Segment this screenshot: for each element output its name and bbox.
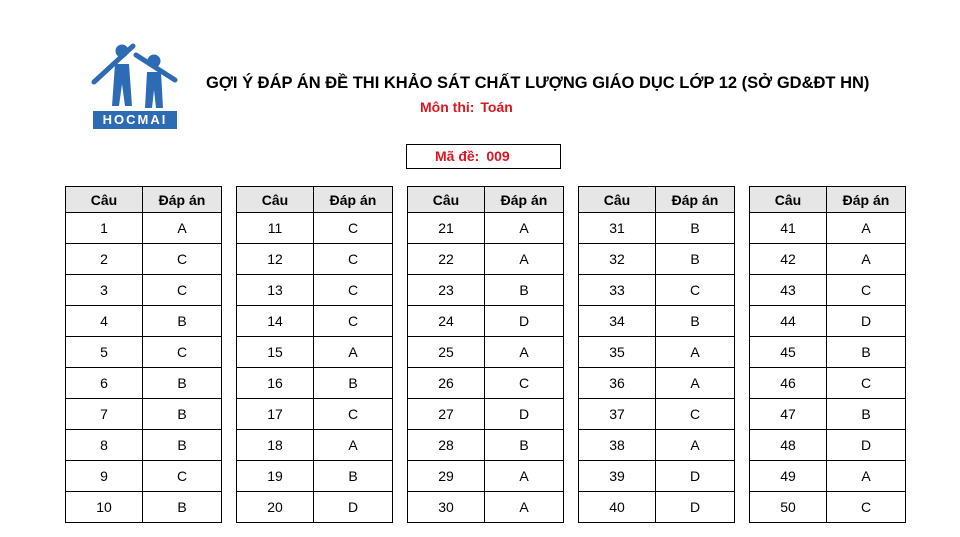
question-number: 21	[408, 213, 485, 244]
question-number: 5	[66, 337, 143, 368]
answer-table	[236, 186, 393, 523]
table-row	[66, 244, 222, 275]
answer-table	[65, 186, 222, 523]
answer-letter: D	[656, 492, 735, 523]
question-number: 9	[66, 461, 143, 492]
answer-letter: C	[314, 244, 393, 275]
question-number: 45	[750, 337, 827, 368]
table-row	[237, 275, 393, 306]
table-row	[237, 399, 393, 430]
answer-letter: A	[485, 244, 564, 275]
table-row	[579, 213, 735, 244]
table-header-row	[750, 187, 906, 213]
column-header-question: Câu	[408, 187, 485, 213]
question-number: 29	[408, 461, 485, 492]
column-header-answer: Đáp án	[143, 187, 222, 213]
table-row	[408, 492, 564, 523]
table-row	[237, 337, 393, 368]
question-number: 39	[579, 461, 656, 492]
column-header-answer: Đáp án	[485, 187, 564, 213]
answer-letter: D	[485, 399, 564, 430]
answer-table	[749, 186, 906, 523]
table-row	[237, 430, 393, 461]
table-row	[66, 399, 222, 430]
question-number: 14	[237, 306, 314, 337]
question-number: 28	[408, 430, 485, 461]
table-row	[579, 244, 735, 275]
table-row	[408, 399, 564, 430]
answer-letter: B	[485, 430, 564, 461]
answer-letter: A	[485, 492, 564, 523]
question-number: 23	[408, 275, 485, 306]
question-number: 13	[237, 275, 314, 306]
answer-letter: A	[827, 244, 906, 275]
question-number: 25	[408, 337, 485, 368]
question-number: 11	[237, 213, 314, 244]
question-number: 50	[750, 492, 827, 523]
table-header-row	[579, 187, 735, 213]
table-row	[750, 275, 906, 306]
table-row	[750, 306, 906, 337]
question-number: 41	[750, 213, 827, 244]
table-row	[750, 430, 906, 461]
question-number: 7	[66, 399, 143, 430]
column-header-answer: Đáp án	[314, 187, 393, 213]
subject-value: Toán	[480, 99, 513, 115]
table-row	[408, 430, 564, 461]
column-header-answer: Đáp án	[656, 187, 735, 213]
subject-line	[420, 99, 513, 115]
question-number: 1	[66, 213, 143, 244]
answer-letter: A	[485, 213, 564, 244]
table-row	[579, 337, 735, 368]
table-row	[750, 461, 906, 492]
answer-letter: C	[827, 368, 906, 399]
column-header-question: Câu	[66, 187, 143, 213]
question-number: 35	[579, 337, 656, 368]
exam-code-label: Mã đề:	[435, 148, 480, 164]
column-header-question: Câu	[750, 187, 827, 213]
question-number: 2	[66, 244, 143, 275]
question-number: 18	[237, 430, 314, 461]
table-row	[750, 492, 906, 523]
answer-letter: C	[143, 461, 222, 492]
table-row	[579, 492, 735, 523]
table-row	[66, 430, 222, 461]
table-row	[408, 368, 564, 399]
question-number: 19	[237, 461, 314, 492]
answer-letter: B	[143, 430, 222, 461]
question-number: 31	[579, 213, 656, 244]
hocmai-logo	[88, 42, 182, 130]
question-number: 40	[579, 492, 656, 523]
question-number: 12	[237, 244, 314, 275]
answer-letter: B	[656, 213, 735, 244]
question-number: 38	[579, 430, 656, 461]
answer-letter: B	[827, 399, 906, 430]
answer-letter: C	[314, 213, 393, 244]
answer-letter: D	[314, 492, 393, 523]
table-row	[66, 306, 222, 337]
question-number: 49	[750, 461, 827, 492]
answer-letter: B	[143, 399, 222, 430]
answer-letter: A	[827, 213, 906, 244]
question-number: 26	[408, 368, 485, 399]
exam-code-value: 009	[486, 148, 510, 164]
question-number: 4	[66, 306, 143, 337]
answer-letter: B	[314, 461, 393, 492]
question-number: 48	[750, 430, 827, 461]
question-number: 36	[579, 368, 656, 399]
table-row	[237, 244, 393, 275]
answer-letter: D	[656, 461, 735, 492]
answer-letter: A	[656, 368, 735, 399]
answer-letter: A	[314, 430, 393, 461]
answer-letter: B	[143, 492, 222, 523]
hocmai-logo-text: HOCMAI	[93, 111, 177, 129]
table-row	[579, 306, 735, 337]
answer-letter: A	[827, 461, 906, 492]
table-row	[408, 244, 564, 275]
question-number: 16	[237, 368, 314, 399]
question-number: 34	[579, 306, 656, 337]
question-number: 43	[750, 275, 827, 306]
answer-letter: C	[143, 337, 222, 368]
answer-letter: B	[143, 306, 222, 337]
table-row	[750, 213, 906, 244]
table-row	[579, 461, 735, 492]
answer-letter: C	[314, 306, 393, 337]
question-number: 10	[66, 492, 143, 523]
answer-letter: C	[656, 399, 735, 430]
answer-letter: C	[827, 275, 906, 306]
answer-table	[407, 186, 564, 523]
question-number: 8	[66, 430, 143, 461]
table-header-row	[66, 187, 222, 213]
table-row	[237, 461, 393, 492]
answer-letter: D	[827, 430, 906, 461]
question-number: 20	[237, 492, 314, 523]
table-row	[750, 399, 906, 430]
question-number: 17	[237, 399, 314, 430]
answer-letter: A	[485, 461, 564, 492]
page-title: GỢI Ý ĐÁP ÁN ĐỀ THI KHẢO SÁT CHẤT LƯỢNG GIÁO DỤC LỚP 12 (SỞ GD&ĐT HN)	[206, 74, 870, 92]
answer-letter: A	[656, 337, 735, 368]
table-row	[237, 213, 393, 244]
question-number: 30	[408, 492, 485, 523]
question-number: 33	[579, 275, 656, 306]
column-header-answer: Đáp án	[827, 187, 906, 213]
answer-letter: D	[827, 306, 906, 337]
table-row	[579, 368, 735, 399]
question-number: 37	[579, 399, 656, 430]
table-header-row	[237, 187, 393, 213]
question-number: 27	[408, 399, 485, 430]
question-number: 44	[750, 306, 827, 337]
answer-letter: C	[314, 275, 393, 306]
column-header-question: Câu	[237, 187, 314, 213]
question-number: 32	[579, 244, 656, 275]
answer-letter: C	[827, 492, 906, 523]
table-row	[237, 492, 393, 523]
table-row	[579, 399, 735, 430]
table-row	[408, 306, 564, 337]
answer-letter: C	[314, 399, 393, 430]
answer-letter: C	[656, 275, 735, 306]
table-row	[66, 213, 222, 244]
answer-letter: A	[656, 430, 735, 461]
table-row	[408, 213, 564, 244]
table-row	[66, 275, 222, 306]
table-row	[750, 244, 906, 275]
question-number: 42	[750, 244, 827, 275]
answer-letter: B	[143, 368, 222, 399]
question-number: 47	[750, 399, 827, 430]
answer-letter: B	[656, 244, 735, 275]
table-row	[750, 337, 906, 368]
table-row	[66, 337, 222, 368]
answer-letter: A	[314, 337, 393, 368]
exam-code-box	[406, 144, 561, 169]
answer-letter: A	[143, 213, 222, 244]
answer-letter: B	[314, 368, 393, 399]
table-row	[408, 337, 564, 368]
subject-label: Môn thi:	[420, 99, 475, 115]
question-number: 6	[66, 368, 143, 399]
answer-letter: B	[485, 275, 564, 306]
table-row	[579, 275, 735, 306]
answer-letter: C	[143, 244, 222, 275]
answer-letter: B	[656, 306, 735, 337]
answer-letter: B	[827, 337, 906, 368]
table-row	[237, 368, 393, 399]
question-number: 46	[750, 368, 827, 399]
table-row	[579, 430, 735, 461]
table-row	[237, 306, 393, 337]
question-number: 3	[66, 275, 143, 306]
answer-letter: C	[485, 368, 564, 399]
table-header-row	[408, 187, 564, 213]
table-row	[66, 368, 222, 399]
hocmai-logo-figures-icon	[88, 42, 182, 112]
answer-letter: D	[485, 306, 564, 337]
question-number: 24	[408, 306, 485, 337]
table-row	[66, 461, 222, 492]
answer-table	[578, 186, 735, 523]
question-number: 22	[408, 244, 485, 275]
table-row	[750, 368, 906, 399]
table-row	[408, 461, 564, 492]
table-row	[408, 275, 564, 306]
question-number: 15	[237, 337, 314, 368]
answer-letter: C	[143, 275, 222, 306]
answer-letter: A	[485, 337, 564, 368]
table-row	[66, 492, 222, 523]
column-header-question: Câu	[579, 187, 656, 213]
